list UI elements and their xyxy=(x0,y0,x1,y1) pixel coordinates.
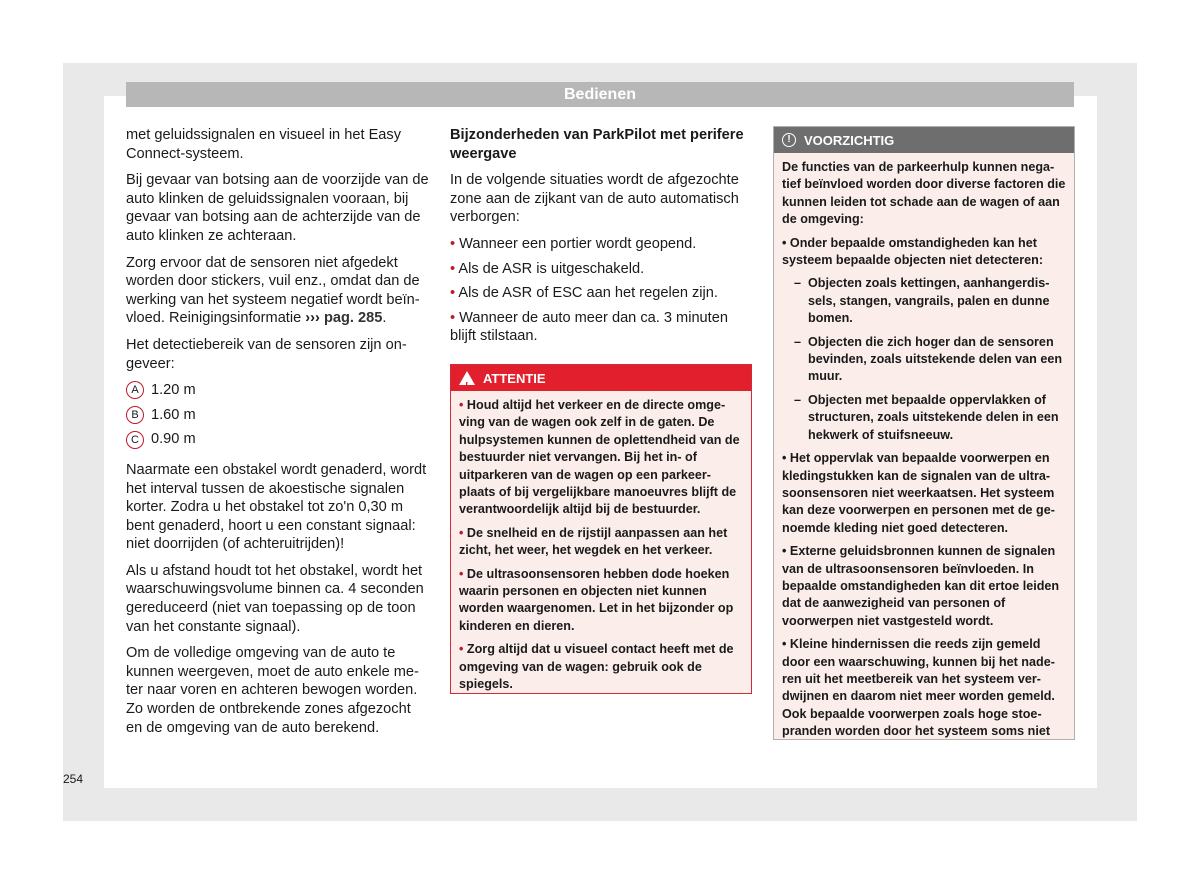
bullet-icon: • xyxy=(450,260,456,277)
dash-icon: – xyxy=(794,276,802,291)
caution-subitem-text: Objecten zoals kettingen, aanhangerdissels, stangen, vangrails, palen en dunne bomen. xyxy=(808,276,1050,326)
warning-triangle-icon xyxy=(459,371,475,392)
attention-item-text: De snelheid en de rijstijl aanpassen aan het zicht, het weer, het wegdek en het verkeer. xyxy=(459,525,728,558)
caution-subitem xyxy=(782,334,1066,386)
badge-c: C xyxy=(126,431,144,449)
attention-body xyxy=(451,391,751,694)
attention-item xyxy=(459,641,743,693)
distance-value: 1.60 m xyxy=(151,406,196,423)
distance-item-c xyxy=(126,430,430,449)
column-left xyxy=(126,126,430,745)
badge-b: B xyxy=(126,406,144,424)
attention-header xyxy=(451,365,751,391)
paragraph: met geluidssignalen en visueel in het Easy Connect-systeem. xyxy=(126,127,402,162)
attention-box xyxy=(450,364,752,694)
caution-box xyxy=(773,126,1075,740)
caution-item xyxy=(782,543,1066,630)
section-header: Bedienen xyxy=(126,82,1074,107)
bullet-icon: • xyxy=(782,451,787,466)
list-item-text: Wanneer de auto meer dan ca. 3 minuten blijft stilstaan. xyxy=(450,309,728,345)
period: . xyxy=(382,310,387,327)
bullet-icon: • xyxy=(459,566,464,581)
caution-item-text: Het oppervlak van bepaalde voorwerpen en kledingstukken kan de signalen van de ultrasoonsensoren niet weerkaatsen. Het systeem kan deze voorwerpen en personen met de genoemde kleding niet goed detecteren. xyxy=(782,451,1055,535)
paragraph: Het detectiebereik van de sensoren zijn ongeveer: xyxy=(126,336,407,372)
page-reference-link[interactable]: pag. 285 xyxy=(323,310,383,327)
caution-item xyxy=(782,450,1066,537)
dash-icon: – xyxy=(794,334,802,349)
caution-subitem-text: Objecten met bepaalde oppervlakken of structuren, zoals uitstekende delen in een hekwerk of stuifsneeuw. xyxy=(808,392,1059,442)
bullet-icon: • xyxy=(782,235,787,250)
attention-item-text: Zorg altijd dat u visueel contact heeft met de omgeving van de wagen: gebruik ook de spiegels. xyxy=(459,642,734,692)
distance-item-b xyxy=(126,406,430,425)
caution-item xyxy=(782,235,1066,270)
caution-item-text: Kleine hindernissen die reeds zijn gemeld door een waarschuwing, kunnen bij het naderen uit het meetbereik van het systeem verdwijnen en daarom niet meer worden gemeld. Ook bepaalde voorwerpen zoals hoge stoepranden worden door het systeem soms niet xyxy=(782,637,1055,739)
attention-title: ATTENTIE xyxy=(483,370,546,386)
bullet-icon: • xyxy=(450,285,456,302)
paragraph: Bij gevaar van botsing aan de voorzijde van de auto klinken de geluidssignalen vooraan, bij gevaar van botsing aan de achterzijde van de auto klinken ze achteraan. xyxy=(126,172,429,244)
list-item-text: Als de ASR is uitgeschakeld. xyxy=(458,260,645,277)
caution-title: VOORZICHTIG xyxy=(804,132,895,148)
distance-value: 0.90 m xyxy=(151,431,196,448)
attention-item xyxy=(459,397,743,519)
caution-subitem xyxy=(782,275,1066,327)
list-item xyxy=(450,284,752,303)
bullet-icon: • xyxy=(450,309,456,326)
bullet-icon: • xyxy=(459,525,464,540)
list-item-text: Wanneer een portier wordt geopend. xyxy=(459,235,697,252)
paragraph: Naarmate een obstakel wordt genaderd, wordt het interval tussen de akoestische signalen korter. Zodra u het obstakel tot zo'n 0,30 m bent genaderd, hoort u een constant signaal: niet doorrijden (of achteruitrijden)! xyxy=(126,461,427,553)
caution-intro: De functies van de parkeerhulp kunnen negatief beïnvloed worden door diverse factoren die kunnen leiden tot schade aan de wagen of aan de omgeving: xyxy=(782,160,1066,227)
paragraph-cleaning xyxy=(126,254,430,328)
caution-subitem xyxy=(782,392,1066,444)
attention-item-text: Houd altijd het verkeer en de directe omgeving van de wagen ook zelf in de gaten. De hulpsystemen kunnen de oplettendheid van de bestuurder niet vervangen. Bij het in- of uitparkeren van de wagen op een parkeerplaats of bij vergelijkbare manoeuvres blijft de verantwoordelijk altijd bij de bestuurder. xyxy=(459,398,740,517)
bullet-icon: • xyxy=(459,398,464,412)
list-item-text: Als de ASR of ESC aan het regelen zijn. xyxy=(458,285,718,302)
reference-arrow: ››› xyxy=(305,310,320,327)
paragraph-text: Zorg ervoor dat de sensoren niet afgedekt worden door stickers, vuil enz., omdat dan de werking van het systeem negatief wordt beïnvloed. Reinigingsinformatie xyxy=(126,254,420,327)
caution-item-text: Externe geluidsbronnen kunnen de signalen van de ultrasoonsensoren beïnvloeden. In bepaalde omstandigheden kan dit ertoe leiden dat de aanwezigheid van personen of voorwerpen niet vastgesteld wordt. xyxy=(782,544,1060,628)
attention-item-text: De ultrasoonsensoren hebben dode hoeken waarin personen en objecten niet kunnen worden waargenomen. Let in het bijzonder op kinderen en dieren. xyxy=(459,566,734,633)
list-item xyxy=(450,309,752,346)
paragraph: In de volgende situaties wordt de afgezochte zone aan de zijkant van de auto automatisch verborgen: xyxy=(450,172,739,226)
subsection-heading: Bijzonderheden van ParkPilot met perifere weergave xyxy=(450,127,744,162)
exclamation-circle-icon: ! xyxy=(782,133,796,147)
caution-subitem-text: Objecten die zich hoger dan de sensoren bevinden, zoals uitstekende delen van een muur. xyxy=(808,334,1063,384)
distance-value: 1.20 m xyxy=(151,382,196,399)
dash-icon: – xyxy=(794,392,802,407)
attention-item xyxy=(459,566,743,636)
attention-item xyxy=(459,525,743,560)
caution-body xyxy=(774,153,1074,740)
bullet-icon: • xyxy=(450,235,456,252)
bullet-icon: • xyxy=(459,642,464,657)
badge-a: A xyxy=(126,381,144,399)
column-middle xyxy=(450,126,752,356)
caution-item xyxy=(782,636,1066,740)
caution-header xyxy=(774,127,1074,153)
paragraph: Als u afstand houdt tot het obstakel, wordt het waarschuwingsvolume binnen ca. 4 seconden gereduceerd (niet van toepassing op de toon van het constante signaal). xyxy=(126,562,424,635)
caution-item-text: Onder bepaalde omstandigheden kan het systeem bepaalde objecten niet detecteren: xyxy=(782,235,1044,268)
distance-item-a xyxy=(126,381,430,400)
page-number: 254 xyxy=(63,772,84,786)
paragraph: Om de volledige omgeving van de auto te kunnen weergeven, moet de auto enkele meter naar voren en achteren bewogen worden. Zo worden de ontbrekende zones afgezocht en de omgeving van de auto berekend. xyxy=(126,645,419,736)
bullet-icon: • xyxy=(782,544,787,559)
warning-triangle-mark: ! xyxy=(465,381,469,392)
bullet-list xyxy=(450,235,752,346)
list-item xyxy=(450,235,752,254)
list-item xyxy=(450,260,752,279)
bullet-icon: • xyxy=(782,637,787,652)
